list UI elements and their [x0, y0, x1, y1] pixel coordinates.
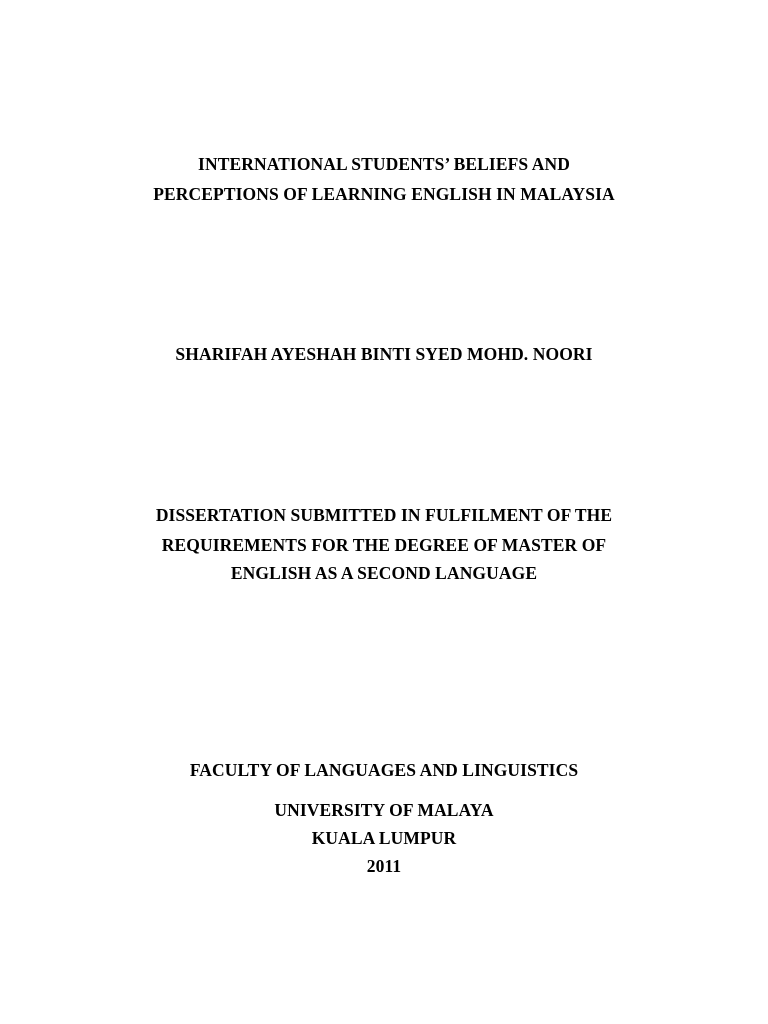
submission-statement-line-3: ENGLISH AS A SECOND LANGUAGE [230, 563, 538, 583]
city-name: KUALA LUMPUR [311, 828, 457, 848]
faculty-name: FACULTY OF LANGUAGES AND LINGUISTICS [189, 760, 579, 780]
submission-year: 2011 [366, 856, 402, 876]
author-name: SHARIFAH AYESHAH BINTI SYED MOHD. NOORI [175, 344, 593, 364]
thesis-title-line-1: INTERNATIONAL STUDENTS’ BELIEFS AND [198, 154, 570, 174]
submission-statement-line-1: DISSERTATION SUBMITTED IN FULFILMENT OF THE [155, 505, 613, 525]
university-name: UNIVERSITY OF MALAYA [274, 800, 494, 820]
submission-statement-line-2: REQUIREMENTS FOR THE DEGREE OF MASTER OF [161, 535, 607, 555]
thesis-title-line-2: PERCEPTIONS OF LEARNING ENGLISH IN MALAYSIA [153, 184, 615, 204]
